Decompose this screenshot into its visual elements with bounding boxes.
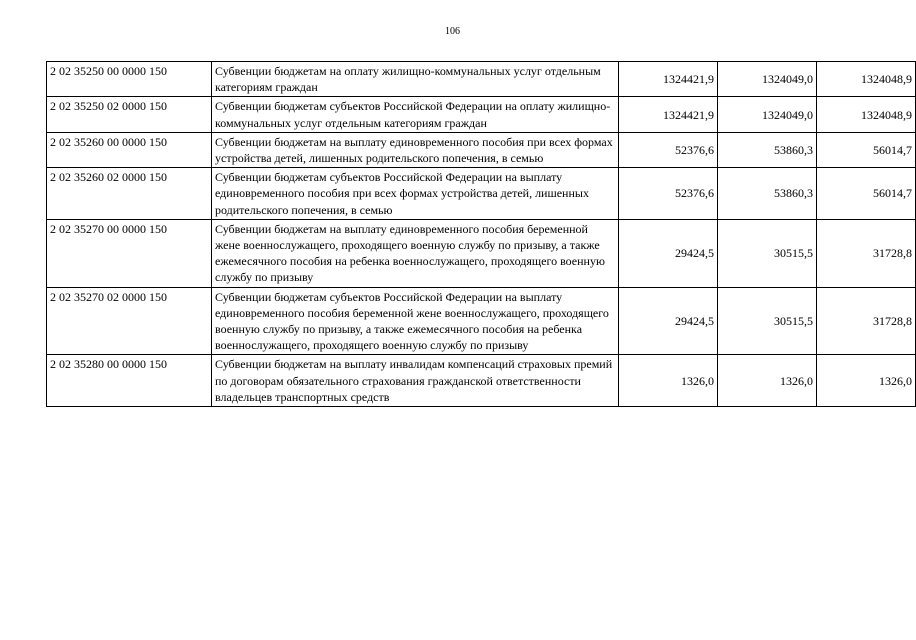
table-row <box>47 97 916 132</box>
row-value-1: 29424,5 <box>619 219 718 287</box>
row-value-2: 30515,5 <box>718 287 817 355</box>
row-value-2: 53860,3 <box>718 132 817 167</box>
row-value-1: 1324421,9 <box>619 97 718 132</box>
row-value-2: 1326,0 <box>718 355 817 407</box>
table-row <box>47 287 916 355</box>
row-name: Субвенции бюджетам на выплату инвалидам компенсаций страховых премий по договорам обязательного страхования гражданской ответственности владельцев транспортных средств <box>212 355 619 407</box>
table-row <box>47 168 916 220</box>
row-value-3: 56014,7 <box>817 132 916 167</box>
row-name: Субвенции бюджетам на оплату жилищно-коммунальных услуг отдельным категориям граждан <box>212 62 619 97</box>
row-value-1: 29424,5 <box>619 287 718 355</box>
table-row <box>47 132 916 167</box>
row-name: Субвенции бюджетам субъектов Российской Федерации на выплату единовременного пособия беременной жене военнослужащего, проходящего военную службу по призыву, а также ежемесячного пособия на ребенка военнослужащего, проходящего военную службу по призыву <box>212 287 619 355</box>
page-number: 106 <box>445 26 460 37</box>
row-name: Субвенции бюджетам субъектов Российской Федерации на выплату единовременного пособия при всех формах устройства детей, лишенных родительского попечения, в семью <box>212 168 619 220</box>
row-code: 2 02 35260 02 0000 150 <box>47 168 212 220</box>
row-value-3: 31728,8 <box>817 219 916 287</box>
row-value-2: 30515,5 <box>718 219 817 287</box>
row-value-2: 1324049,0 <box>718 62 817 97</box>
row-value-1: 1324421,9 <box>619 62 718 97</box>
row-value-3: 1324048,9 <box>817 62 916 97</box>
row-code: 2 02 35250 02 0000 150 <box>47 97 212 132</box>
row-value-3: 1324048,9 <box>817 97 916 132</box>
row-value-3: 31728,8 <box>817 287 916 355</box>
row-value-1: 52376,6 <box>619 168 718 220</box>
row-name: Субвенции бюджетам на выплату единовременного пособия при всех формах устройства детей, лишенных родительского попечения, в семью <box>212 132 619 167</box>
row-name: Субвенции бюджетам субъектов Российской Федерации на оплату жилищно-коммунальных услуг отдельным категориям граждан <box>212 97 619 132</box>
row-code: 2 02 35270 02 0000 150 <box>47 287 212 355</box>
row-code: 2 02 35270 00 0000 150 <box>47 219 212 287</box>
budget-table <box>46 61 916 407</box>
row-value-2: 1324049,0 <box>718 97 817 132</box>
table-row <box>47 219 916 287</box>
row-value-2: 53860,3 <box>718 168 817 220</box>
row-code: 2 02 35280 00 0000 150 <box>47 355 212 407</box>
row-name: Субвенции бюджетам на выплату единовременного пособия беременной жене военнослужащего, проходящего военную службу по призыву, а также ежемесячного пособия на ребенка военнослужащего, проходящего военную службу по призыву <box>212 219 619 287</box>
table-row <box>47 355 916 407</box>
row-code: 2 02 35260 00 0000 150 <box>47 132 212 167</box>
table-row <box>47 62 916 97</box>
row-value-1: 52376,6 <box>619 132 718 167</box>
row-value-1: 1326,0 <box>619 355 718 407</box>
row-value-3: 1326,0 <box>817 355 916 407</box>
row-value-3: 56014,7 <box>817 168 916 220</box>
row-code: 2 02 35250 00 0000 150 <box>47 62 212 97</box>
